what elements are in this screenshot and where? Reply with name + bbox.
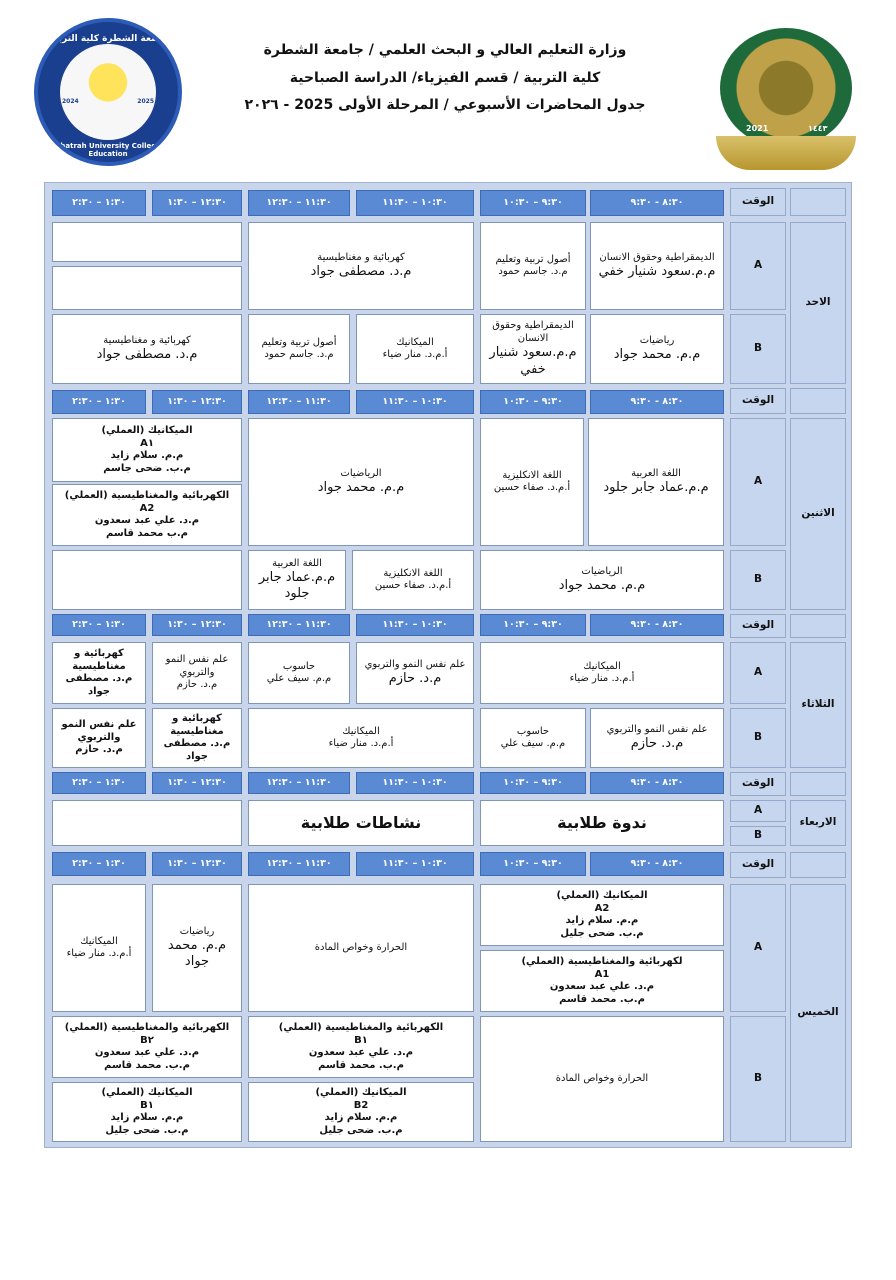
teacher: م.د. مصطفى جواد xyxy=(163,738,231,762)
subject: الميكانيك xyxy=(396,336,434,348)
slot-6: ١:٣٠ – ٢:٣٠ xyxy=(52,190,146,216)
lab-group: B١ xyxy=(354,1034,368,1046)
time-label: الوقت xyxy=(730,188,786,216)
lab-group: B2 xyxy=(353,1099,369,1111)
lecture-cell xyxy=(356,642,474,704)
slot-1: ٨:٣٠ - ٩:٣٠ xyxy=(590,614,724,636)
day-sunday: الاحد xyxy=(790,222,846,384)
lecture-cell xyxy=(248,642,350,704)
lecture-cell xyxy=(480,642,724,704)
slot-6: ١:٣٠ – ٢:٣٠ xyxy=(52,614,146,636)
teacher: م.م.سعود شنيار خفي xyxy=(489,345,577,377)
day-tuesday: الثلاثاء xyxy=(790,642,846,768)
empty-cell xyxy=(52,550,242,610)
teacher: أ.م.د. منار ضياء xyxy=(328,738,394,749)
open-book-icon xyxy=(716,136,856,170)
lecture-cell xyxy=(480,314,586,384)
lecture-cell xyxy=(480,222,586,310)
subject: علم نفس النمو والتربوي xyxy=(606,723,708,735)
group-b: B xyxy=(730,314,786,384)
lecture-cell xyxy=(590,222,724,310)
assistant: م.ب. محمد قاسم xyxy=(318,1059,404,1071)
subject: الميكانيك xyxy=(342,725,380,737)
group-b: B xyxy=(730,550,786,610)
slot-3: ١٠:٣٠ – ١١:٣٠ xyxy=(356,772,474,794)
subject: لكهربائية والمغناطيسية (العملي) xyxy=(521,956,683,967)
lecture-cell xyxy=(248,708,474,768)
teacher: م.د. حازم xyxy=(388,671,442,687)
header-schedule-title: جدول المحاضرات الأسبوعي / المرحلة الأولى 2025 - ٢٠٢٦ xyxy=(244,97,646,113)
slot-3: ١٠:٣٠ – ١١:٣٠ xyxy=(356,614,474,636)
time-label: الوقت xyxy=(730,388,786,414)
subject: اللغة العربية xyxy=(272,557,322,569)
assistant: م.ب. ضحى جليل xyxy=(560,927,644,939)
day-wednesday: الاربعاء xyxy=(790,800,846,846)
assistant: م.ب محمد قاسم xyxy=(106,527,188,539)
group-a: A xyxy=(730,222,786,310)
teacher: م.د. جاسم حمود xyxy=(264,349,334,360)
subject: كهربائية و مغناطيسية xyxy=(72,648,126,672)
group-b: B xyxy=(730,708,786,768)
slot-5: ١٢:٣٠ – ١:٣٠ xyxy=(152,614,242,636)
slot-1: ٨:٣٠ - ٩:٣٠ xyxy=(590,772,724,794)
subject: اللغة العربية xyxy=(631,467,681,479)
assistant: م.ب. محمد قاسم xyxy=(559,993,645,1005)
lab-group: B١ xyxy=(140,1099,154,1111)
slot-2: ٩:٣٠ – ١٠:٣٠ xyxy=(480,190,586,216)
teacher: م.م. سيف علي xyxy=(500,738,566,749)
day-thursday: الخميس xyxy=(790,884,846,1142)
lab-group: A2 xyxy=(139,502,155,514)
subject: الكهربائية والمغناطيسية (العملي) xyxy=(64,1022,230,1033)
subject: رياضيات xyxy=(639,334,675,346)
slot-4: ١١:٣٠ – ١٢:٣٠ xyxy=(248,614,350,636)
teacher: م.د. حازم xyxy=(75,744,123,756)
student-activities: نشاطات طلابية xyxy=(248,800,474,846)
logo-text-bottom: Al-Shatrah University College of Education xyxy=(44,142,172,158)
lab-cell xyxy=(52,418,242,482)
slot-1: ٨:٣٠ - ٩:٣٠ xyxy=(590,190,724,216)
subject: كهربائية و مغناطيسية xyxy=(317,251,405,263)
subject: كهربائية و مغناطيسية xyxy=(170,713,224,737)
slot-1: ٨:٣٠ - ٩:٣٠ xyxy=(590,852,724,876)
logo-year-4: ١٤٤٣ xyxy=(808,124,828,133)
teacher: م.م. محمد جواد xyxy=(317,480,405,496)
lab-cell xyxy=(480,884,724,946)
subject: الرياضيات xyxy=(340,467,382,479)
subject: أصول تربية وتعليم xyxy=(261,336,337,348)
subject: الميكانيك (العملي) xyxy=(556,890,648,901)
teacher: م.د. حازم xyxy=(630,736,684,752)
slot-2: ٩:٣٠ – ١٠:٣٠ xyxy=(480,772,586,794)
lecture-cell xyxy=(152,884,242,1012)
teacher: م.م. محمد جواد xyxy=(613,347,701,363)
empty-cell xyxy=(52,266,242,310)
university-seal-icon xyxy=(720,28,852,148)
slot-2: ٩:٣٠ – ١٠:٣٠ xyxy=(480,390,586,414)
lecture-cell xyxy=(52,884,146,1012)
subject: الحرارة وخواص المادة xyxy=(555,1072,649,1084)
lecture-cell xyxy=(248,222,474,310)
slot-4: ١١:٣٠ – ١٢:٣٠ xyxy=(248,190,350,216)
slot-4: ١١:٣٠ – ١٢:٣٠ xyxy=(248,772,350,794)
subject: حاسوب xyxy=(282,660,316,672)
logo-year-1: 2024 xyxy=(62,98,79,105)
lab-group: A2 xyxy=(594,902,610,914)
teacher: م.د. علي عبد سعدون xyxy=(94,1047,200,1058)
subject: أصول تربية وتعليم xyxy=(495,253,571,265)
slot-2: ٩:٣٠ – ١٠:٣٠ xyxy=(480,614,586,636)
teacher: م.م. سلام زايد xyxy=(324,1112,398,1123)
time-label: الوقت xyxy=(730,852,786,878)
corner-blank xyxy=(790,388,846,414)
slot-2: ٩:٣٠ – ١٠:٣٠ xyxy=(480,852,586,876)
lecture-cell xyxy=(588,418,724,546)
logo-year-2: 2025 xyxy=(137,98,154,105)
empty-cell xyxy=(52,222,242,262)
lab-cell xyxy=(248,1082,474,1142)
logo-text-top: جامعة الشطرة كلية التربية xyxy=(49,34,167,44)
subject: اللغة الانكليزية xyxy=(383,567,443,579)
lecture-cell xyxy=(480,550,724,610)
slot-5: ١٢:٣٠ – ١:٣٠ xyxy=(152,190,242,216)
teacher: م.د. علي عبد سعدون xyxy=(308,1047,414,1058)
lecture-cell xyxy=(248,884,474,1012)
group-b: B xyxy=(730,826,786,846)
lecture-cell xyxy=(52,708,146,768)
teacher: م.د. حازم xyxy=(176,679,218,691)
lab-cell xyxy=(52,1016,242,1078)
subject: الميكانيك (العملي) xyxy=(315,1087,407,1098)
time-label: الوقت xyxy=(730,772,786,796)
teacher: م.م. محمد جواد xyxy=(167,938,227,970)
group-b: B xyxy=(730,1016,786,1142)
slot-6: ١:٣٠ – ٢:٣٠ xyxy=(52,772,146,794)
lecture-cell xyxy=(480,708,586,768)
slot-3: ١٠:٣٠ – ١١:٣٠ xyxy=(356,190,474,216)
corner-blank xyxy=(790,614,846,638)
teacher: م.م.عماد جابر جلود xyxy=(258,570,336,602)
subject: الديمقراطية وحقوق الانسان xyxy=(599,251,715,263)
student-seminar: ندوة طلابية xyxy=(480,800,724,846)
lecture-cell xyxy=(480,1016,724,1142)
university-logo xyxy=(716,28,856,174)
slot-5: ١٢:٣٠ – ١:٣٠ xyxy=(152,390,242,414)
slot-1: ٨:٣٠ - ٩:٣٠ xyxy=(590,390,724,414)
group-a: A xyxy=(730,418,786,546)
subject: علم نفس النمو والتربوي xyxy=(364,658,466,670)
teacher: م.م. سيف علي xyxy=(266,673,332,684)
subject: الميكانيك (العملي) xyxy=(101,1087,193,1098)
subject: اللغة الانكليزية xyxy=(502,469,562,481)
group-a: A xyxy=(730,884,786,1012)
teacher: م.د. علي عبد سعدون xyxy=(94,515,200,526)
teacher: م.م. سلام زايد xyxy=(565,915,639,926)
slot-6: ١:٣٠ – ٢:٣٠ xyxy=(52,852,146,876)
lecture-cell xyxy=(52,642,146,704)
teacher: م.م. محمد جواد xyxy=(558,578,646,594)
slot-4: ١١:٣٠ – ١٢:٣٠ xyxy=(248,390,350,414)
subject: كهربائية و مغناطيسية xyxy=(103,334,191,346)
slot-3: ١٠:٣٠ – ١١:٣٠ xyxy=(356,390,474,414)
lecture-cell xyxy=(152,708,242,768)
teacher: م.د. جاسم حمود xyxy=(498,266,568,277)
teacher: م.م. سلام زايد xyxy=(110,450,184,461)
subject: الكهربائية والمغناطيسية (العملي) xyxy=(64,490,230,501)
teacher: أ.م.د. صفاء حسين xyxy=(374,580,452,591)
lecture-cell xyxy=(480,418,584,546)
lab-cell xyxy=(52,1082,242,1142)
teacher: م.م.سعود شنيار خفي xyxy=(598,264,716,280)
lab-cell xyxy=(52,484,242,546)
slot-5: ١٢:٣٠ – ١:٣٠ xyxy=(152,852,242,876)
lab-group: B٢ xyxy=(140,1034,154,1046)
subject: الميكانيك xyxy=(583,660,621,672)
day-monday: الاثنين xyxy=(790,418,846,610)
lab-cell xyxy=(248,1016,474,1078)
slot-3: ١٠:٣٠ – ١١:٣٠ xyxy=(356,852,474,876)
corner-blank xyxy=(790,852,846,878)
sun-emblem-icon xyxy=(60,44,156,140)
teacher: أ.م.د. صفاء حسين xyxy=(493,482,571,493)
teacher: م.م.عماد جابر جلود xyxy=(603,480,709,496)
lab-cell xyxy=(480,950,724,1012)
lecture-cell xyxy=(248,550,346,610)
assistant: م.ب. ضحى جاسم xyxy=(103,462,191,474)
teacher: أ.م.د. منار ضياء xyxy=(382,349,448,360)
lab-group: A1 xyxy=(594,968,610,980)
assistant: م.ب. محمد قاسم xyxy=(104,1059,190,1071)
lecture-cell xyxy=(248,418,474,546)
teacher: م.د. مصطفى جواد xyxy=(310,264,412,280)
teacher: م.د. مصطفى جواد xyxy=(65,673,133,697)
subject: رياضيات xyxy=(179,925,215,937)
teacher: م.م. سلام زايد xyxy=(110,1112,184,1123)
time-label: الوقت xyxy=(730,614,786,638)
teacher: م.د. مصطفى جواد xyxy=(96,347,198,363)
teacher: أ.م.د. منار ضياء xyxy=(66,948,132,959)
slot-4: ١١:٣٠ – ١٢:٣٠ xyxy=(248,852,350,876)
lecture-cell xyxy=(248,314,350,384)
lab-group: A١ xyxy=(140,437,154,449)
lecture-cell xyxy=(590,708,724,768)
subject: حاسوب xyxy=(516,725,550,737)
header-college: كلية التربية / قسم الفيزياء/ الدراسة الصباحية xyxy=(289,70,601,86)
subject: الحرارة وخواص المادة xyxy=(314,941,408,953)
subject: الميكانيك xyxy=(80,935,118,947)
subject: علم نفس النمو والتربوي xyxy=(61,719,137,743)
subject: الكهربائية والمغناطيسية (العملي) xyxy=(278,1022,444,1033)
group-a: A xyxy=(730,642,786,704)
lecture-cell xyxy=(590,314,724,384)
lecture-cell xyxy=(352,550,474,610)
corner-blank xyxy=(790,772,846,796)
slot-6: ١:٣٠ – ٢:٣٠ xyxy=(52,390,146,414)
teacher: أ.م.د. منار ضياء xyxy=(569,673,635,684)
empty-cell xyxy=(52,800,242,846)
assistant: م.ب. ضحى جليل xyxy=(105,1124,189,1136)
subject: الرياضيات xyxy=(581,565,623,577)
subject: الديمقراطية وحقوق الانسان xyxy=(492,320,574,344)
college-logo xyxy=(34,18,182,166)
subject: علم نفس النمو والتربوي xyxy=(165,654,229,678)
teacher: م.د. علي عبد سعدون xyxy=(549,981,655,992)
slot-5: ١٢:٣٠ – ١:٣٠ xyxy=(152,772,242,794)
corner-blank xyxy=(790,188,846,216)
lecture-cell xyxy=(356,314,474,384)
logo-year-3: 2021 xyxy=(746,124,769,133)
assistant: م.ب. ضحى جليل xyxy=(319,1124,403,1136)
header-ministry: وزارة التعليم العالي و البحث العلمي / جامعة الشطرة xyxy=(263,42,627,58)
lecture-cell xyxy=(52,314,242,384)
lecture-cell xyxy=(152,642,242,704)
group-a: A xyxy=(730,800,786,822)
subject: الميكانيك (العملي) xyxy=(101,425,193,436)
